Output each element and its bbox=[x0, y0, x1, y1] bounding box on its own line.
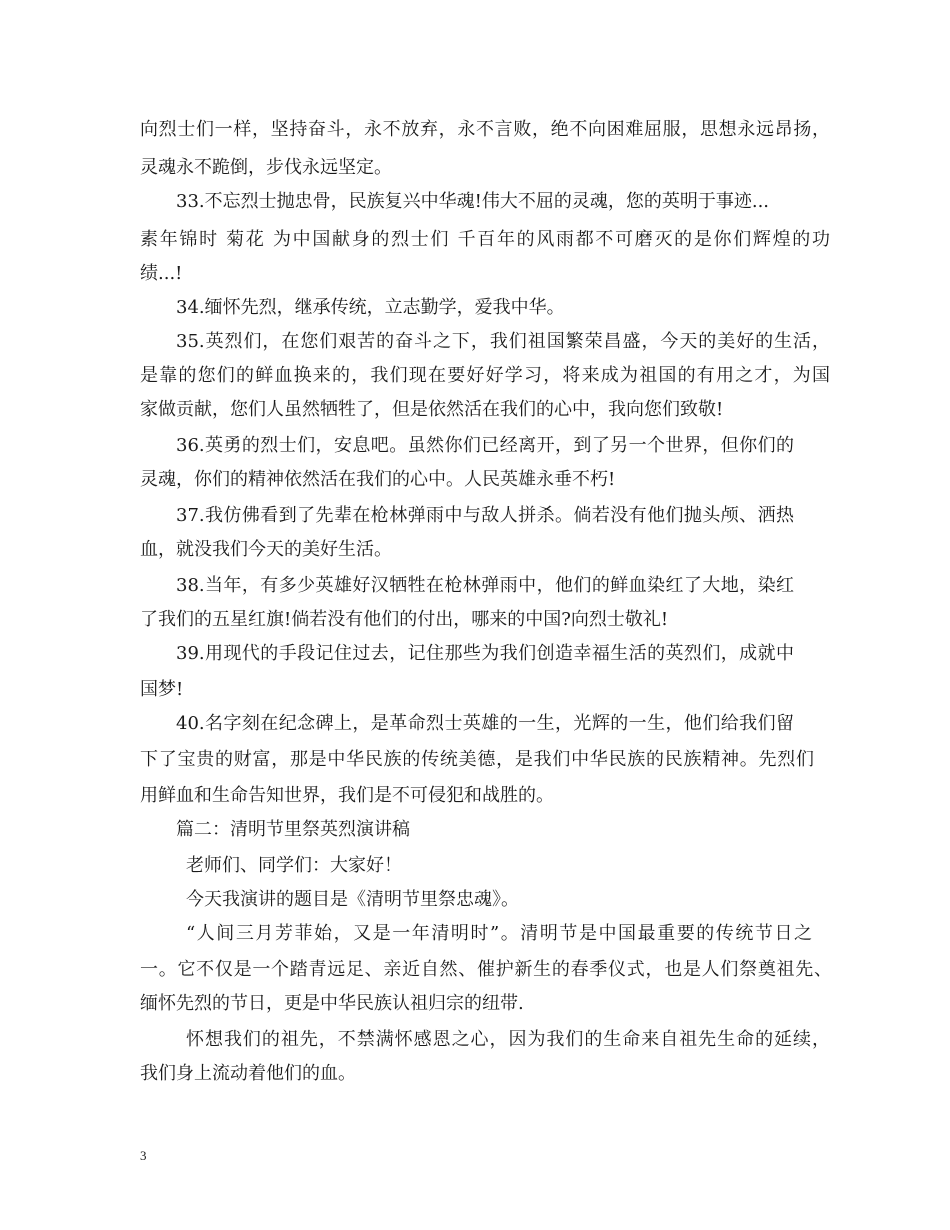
body-text-line: 家做贡献，您们人虽然牺牲了，但是依然活在我们的心中，我向您们致敬! bbox=[140, 399, 724, 420]
paragraph-33-line: 33.不忘烈士抛忠骨，民族复兴中华魂!伟大不屈的灵魂，您的英明于事迹... bbox=[176, 191, 770, 212]
speech-greeting: 老师们、同学们：大家好！ bbox=[186, 855, 402, 876]
speech-title-line: 今天我演讲的题目是《清明节里祭忠魂》。 bbox=[186, 889, 519, 910]
body-text-line: 素年锦时 菊花 为中国献身的烈士们 千百年的风雨都不可磨灭的是你们辉煌的功 bbox=[140, 229, 830, 250]
body-text-line: 灵魂永不跪倒，步伐永远坚定。 bbox=[140, 157, 392, 178]
body-text-line: 下了宝贵的财富，那是中华民族的传统美德，是我们中华民族的民族精神。先烈们 bbox=[140, 749, 814, 770]
body-text-line: 缅怀先烈的节日，更是中华民族认祖归宗的纽带. bbox=[140, 993, 524, 1014]
paragraph-34-line: 34.缅怀先烈，继承传统，立志勤学，爱我中华。 bbox=[176, 297, 565, 318]
paragraph-36-line: 36.英勇的烈士们，安息吧。虽然你们已经离开，到了另一个世界，但你们的 bbox=[176, 435, 794, 456]
body-text-line: 灵魂，你们的精神依然活在我们的心中。人民英雄永垂不朽! bbox=[140, 469, 616, 490]
body-text-line: 怀想我们的祖先，不禁满怀感恩之心，因为我们的生命来自祖先生命的延续， bbox=[186, 1029, 830, 1050]
body-text-line: 国梦! bbox=[140, 679, 184, 700]
page-number: 3 bbox=[140, 1148, 147, 1163]
body-text-line: 了我们的五星红旗!倘若没有他们的付出，哪来的中国?向烈士敬礼! bbox=[140, 609, 669, 630]
body-text-line: 用鲜血和生命告知世界，我们是不可侵犯和战胜的。 bbox=[140, 785, 554, 806]
paragraph-38-line: 38.当年，有多少英雄好汉牺牲在枪林弹雨中，他们的鲜血染红了大地，染红 bbox=[176, 575, 794, 596]
paragraph-35-line: 35.英烈们，在您们艰苦的奋斗之下，我们祖国繁荣昌盛，今天的美好的生活， bbox=[176, 331, 830, 352]
body-text-line: 血，就没我们今天的美好生活。 bbox=[140, 539, 392, 560]
paragraph-40-line: 40.名字刻在纪念碑上，是革命烈士英雄的一生，光辉的一生，他们给我们留 bbox=[176, 713, 794, 734]
body-text-line: 我们身上流动着他们的血。 bbox=[140, 1063, 356, 1084]
body-text-line: 是靠的您们的鲜血换来的，我们现在要好好学习，将来成为祖国的有用之才，为国 bbox=[140, 365, 830, 386]
body-text-line: “人间三月芳菲始，又是一年清明时”。清明节是中国最重要的传统节日之 bbox=[186, 923, 812, 944]
body-text-line: 一。它不仅是一个踏青远足、亲近自然、催护新生的春季仪式，也是人们祭奠祖先、 bbox=[140, 959, 832, 980]
body-text-line: 绩...! bbox=[140, 263, 183, 284]
paragraph-37-line: 37.我仿佛看到了先辈在枪林弹雨中与敌人拼杀。倘若没有他们抛头颅、洒热 bbox=[176, 505, 794, 526]
body-text-line: 向烈士们一样，坚持奋斗，永不放弃，永不言败，绝不向困难屈服，思想永远昂扬， bbox=[140, 119, 830, 140]
paragraph-39-line: 39.用现代的手段记住过去，记住那些为我们创造幸福生活的英烈们，成就中 bbox=[176, 643, 794, 664]
section-heading: 篇二：清明节里祭英烈演讲稿 bbox=[176, 819, 410, 840]
